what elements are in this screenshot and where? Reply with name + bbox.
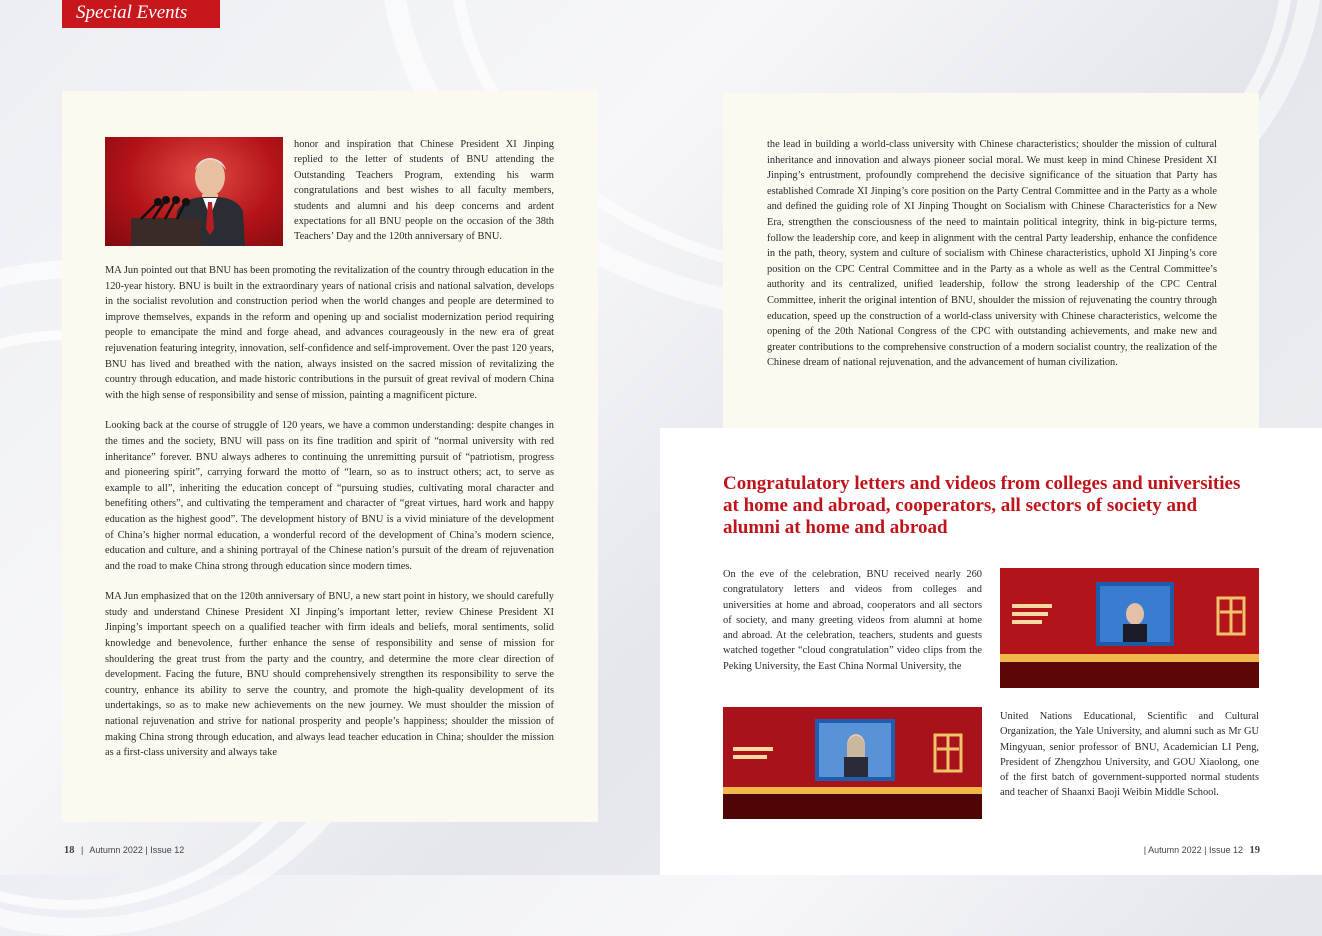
article-headline: Congratulatory letters and videos from colleges and universities at home and abroad, cooperators, all sectors of society and alumni at home and abroad (723, 473, 1241, 538)
article-column-1 (723, 567, 982, 674)
speaker-photo (105, 137, 283, 246)
article-paragraph-2: United Nations Educational, Scientific and Cultural Organization, the Yale University, and alumni such as Mr GU Mingyuan, senior professor of BNU, Academician LI Peng, President of Zhengzhou University, and GOU Xiaolong, one of the first batch of government-supported normal students and teacher of Shaanxi Baoji Weibin Middle School. (1000, 711, 1259, 799)
right-page-number: 19 (1249, 845, 1260, 856)
right-issue-label: Autumn 2022 | Issue 12 (1148, 845, 1243, 855)
left-page-number: 18 (64, 845, 75, 856)
right-paragraph-1: the lead in building a world-class university with Chinese characteristics; shoulder the mission of cultural inheritance and innovation and always pioneer social moral. We must keep in mind Chinese President XI Jinping’s entrustment, profoundly comprehend the decisive significance of the situation that Party has established Comrade XI Jinping’s core position on the Party Central Committee and in the Party as a whole and defined the guiding role of XI Jinping Thought on Socialism with Chinese Characteristics for a New Era, strengthen the consciousness of the need to maintain political integrity, think in big-picture terms, follow the leadership core, and keep in alignment with the central Party leadership, enhance the confidence in the path, theory, system and culture of socialism with Chinese characteristics, uphold XI Jinping’s core position on the CPC Central Committee and in the Party as a whole as well as the Central Committee’s authority and its centralized, unified leadership, follow the strong leadership of the CPC Central Committee, inherit the original intention of BNU, shoulder the mission of rejuvenating the country through education, speed up the construction of a world-class university with Chinese characteristics, welcome the opening of the 20th National Congress of the CPC with outstanding achievements, and make new and greater contributions to the comprehensive construction of a modern socialist country, the realization of the Chinese dream of national rejuvenation, and the advancement of human civilization. (767, 139, 1217, 369)
left-intro-column (294, 137, 554, 245)
left-paragraph-2: MA Jun pointed out that BNU has been promoting the revitalization of the country through education in the 120-year history. BNU is built in the extraordinary years of national crisis and national salvation, develops in the socialist revolution and construction period when the world changes and people are determined to improve themselves, expands in the reform and opening up and socialist modernization period requiring people to emancipate the mind and forge ahead, and advances courageously in the new era of great rejuvenation featuring integrity, innovation, self-confidence and self-improvement. Over the past 120 years, BNU has lived and breathed with the nation, always insisted on the sacred mission of revitalizing the country through education, and made historic contributions in the pursuit of great revival of modern China with the high sense of responsibility and sense of mission, painting a magnificent picture. (105, 265, 554, 401)
left-issue-label: Autumn 2022 | Issue 12 (89, 845, 185, 855)
left-body-column (105, 263, 554, 761)
left-footer: 18 | Autumn 2022 | Issue 12 (64, 845, 185, 856)
article-paragraph-1: On the eve of the celebration, BNU received nearly 260 congratulatory letters and videos from colleges and universities at home and abroad, cooperators and all sectors of society, and many greeting videos from alumni at home and abroad. At the celebration, teachers, students and guests watched together “cloud congratulation” video clips from the Peking University, the East China Normal University, the (723, 569, 982, 672)
right-top-column (767, 137, 1217, 371)
right-footer: | Autumn 2022 | Issue 12 19 (1143, 845, 1260, 856)
section-tab: Special Events (62, 0, 220, 28)
stage-screen-illustration (1000, 568, 1259, 688)
speaker-illustration (105, 137, 283, 246)
left-paragraph-4: MA Jun emphasized that on the 120th anniversary of BNU, a new start point in history, we should carefully study and understand Chinese President XI Jinping’s important letter, review Chinese President XI Jinping’s important speech on a qualified teacher with firm ideals and beliefs, moral sentiments, solid knowledge and benevolence, further enhance the sense of responsibility and sense of mission for shouldering the great trust from the party and the country, and determine the more clear direction of development. Facing the future, BNU should comprehensively strengthen its responsibility to serve the country, enhance its ability to serve the country, and promote the high-quality development of its undertakings, so as to make new achievements on the new journey. We must shoulder the mission of national rejuvenation and strive for national prosperity and people’s happiness; shoulder the mission of making China strong through education, and always lead teacher education in China; shoulder the mission as a first-class university and always take (105, 591, 554, 759)
left-intro-paragraph: honor and inspiration that Chinese President XI Jinping replied to the letter of students of BNU attending the Outstanding Teachers Program, extending his warm congratulations and best wishes to all faculty members, students and alumni and his deep concerns and ardent expectations for all BNU people on the occasion of the 38th Teachers’ Day and the 120th anniversary of BNU. (294, 139, 554, 243)
celebration-video-photo-1 (1000, 568, 1259, 688)
celebration-video-photo-2 (723, 707, 982, 819)
article-column-2 (1000, 709, 1259, 801)
left-paragraph-3: Looking back at the course of struggle of 120 years, we have a common understanding: despite changes in the times and the society, BNU will pass on its fine tradition and spirit of “normal university with red inheritance” forever. BNU always adheres to continuing the unremitting pursuit of “patriotism, progress and pioneering spirit”, carrying forward the motto of “learn, so as to instruct others; act, to serve as example to all”, inheriting the education concept of “pursuing studies, cultivating moral character and benefiting others”, and cultivating the temperament and character of “great virtues, hard work and happy education as the highest good”. The development history of BNU is a vivid miniature of the development of China’s higher normal education, a wonderful record of the development of China’s modern science, education and culture, and a shining portrayal of the Chinese nation’s pursuit of the dream of rejuvenation and the road to make China strong through education since modern times. (105, 420, 554, 572)
stage-screen-illustration (723, 707, 982, 819)
